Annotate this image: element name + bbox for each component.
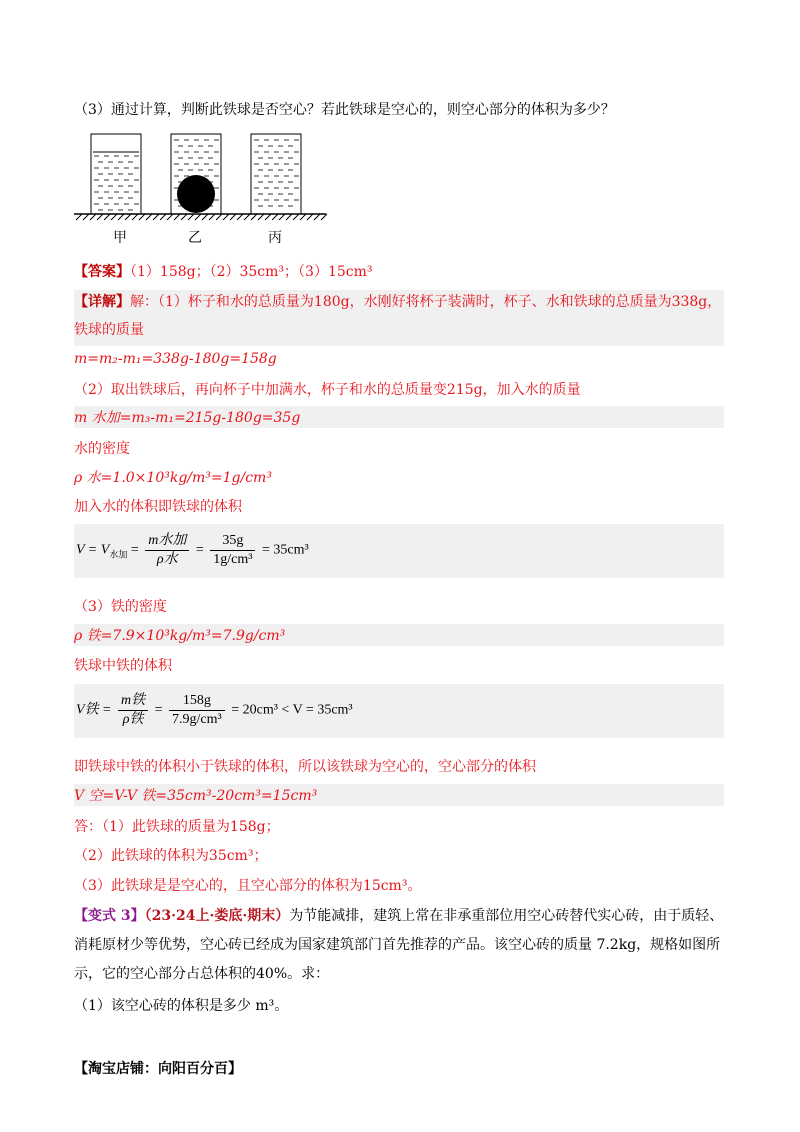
figure-label-jia: 甲 (113, 230, 127, 246)
equation-mass: m=m₂-m₁=338g-180g=158g (74, 351, 277, 367)
detail-line3: （2）取出铁球后，再向杯子中加满水，杯子和水的总质量变215g，加入水的质量 (74, 382, 581, 398)
equation-iron-density: ρ 铁=7.9×10³kg/m³=7.9g/cm³ (74, 628, 286, 644)
eq4-den: ρ水 (156, 552, 178, 567)
eq6-frac1 (118, 692, 148, 729)
eq6-den2: 7.9g/cm³ (172, 712, 222, 727)
eq4-frac2 (210, 532, 255, 569)
eq4-den2: 1g/cm³ (213, 552, 253, 567)
eq6-lhs: V铁 = (76, 702, 112, 718)
footer-shop: 【淘宝店铺：向阳百分百】 (74, 1061, 242, 1077)
detail-line1 (74, 292, 721, 312)
eq6-num2: 158g (169, 692, 225, 711)
conclusion-2: （2）此铁球的体积为35cm³； (74, 848, 268, 864)
answer-bracket: 【答案】 (74, 264, 130, 280)
conclusion-3: （3）此铁球是是空心的，且空心部分的体积为15cm³。 (74, 878, 422, 894)
answer-text: （1）158g；（2）35cm³；（3）15cm³ (130, 264, 373, 280)
detail-line4: 水的密度 (74, 441, 130, 457)
variant-source: （23·24上·娄底·期末） (144, 908, 290, 924)
variant-tag: 【变式 3】 (74, 908, 145, 924)
equation-hollow-volume: V 空=V-V 铁=35cm³-20cm³=15cm³ (74, 788, 318, 804)
eq4-lhs: V = V (76, 542, 110, 558)
eq4-rhs: = 35cm³ (261, 542, 309, 558)
beaker-jia (91, 134, 141, 214)
iron-ball (177, 175, 215, 213)
detail-line7: 铁球中铁的体积 (74, 658, 172, 674)
eq6-num: m铁 (118, 692, 148, 711)
eq6-rhs: = 20cm³ < V = 35cm³ (231, 702, 353, 718)
equation-iron-volume: V铁 = $\frac{\text{m铁}}{\text{ρ铁}}$ = $\frac{158g}{\text{7.9g/cm³}}$ = 20cm³ < V = 35cm³ (76, 693, 353, 727)
variant-line2: 消耗原材少等优势，空心砖已经成为国家建筑部门首先推荐的产品。该空心砖的质量 7.2kg，规格如图所 (74, 937, 721, 953)
conclusion-1: 答：（1）此铁球的质量为158g； (74, 819, 280, 835)
equation-water-mass: m 水加=m₃-m₁=215g-180g=35g (74, 410, 301, 426)
beaker-bing (251, 134, 301, 214)
question-part3: （3）通过计算，判断此铁球是否空心？若此铁球是空心的，则空心部分的体积为多少？ (74, 102, 615, 118)
detail-line8: 即铁球中铁的体积小于铁球的体积，所以该铁球为空心的，空心部分的体积 (74, 759, 536, 775)
answer-line (74, 262, 373, 282)
variant-text-1: 为节能减排，建筑上常在非承重部位用空心砖替代实心砖，由于质轻、 (289, 908, 724, 924)
detail-line2: 铁球的质量 (74, 322, 144, 338)
equation-water-density: ρ 水=1.0×10³kg/m³=1g/cm³ (74, 470, 272, 486)
detail-bracket: 【详解】 (74, 294, 130, 310)
eq6-frac2 (169, 692, 225, 729)
detail-line6: （3）铁的密度 (74, 599, 167, 615)
detail-text-1: 解：（1）杯子和水的总质量为180g，水刚好将杯子装满时，杯子、水和铁球的总质量为338g， (130, 294, 722, 310)
variant-line1 (74, 906, 723, 926)
eq4-sub: 水加 (109, 549, 128, 560)
eq6-den: ρ铁 (122, 712, 144, 727)
variant-line4: （1）该空心砖的体积是多少 m³。 (74, 998, 289, 1014)
detail-line5: 加入水的体积即铁球的体积 (74, 499, 242, 515)
equation-volume: $V = V_{水加}$ = $\frac{\text{m水加}}{\text{ρ水}}$ = $\frac{35g}{\text{1g/cm³}}$ = 35cm³ (76, 533, 309, 567)
figure-label-bing: 丙 (268, 230, 282, 246)
variant-line3: 示，它的空心部分占总体积的40%。求： (74, 966, 330, 982)
eq4-num: m水加 (145, 532, 189, 551)
eq4-num2: 35g (210, 532, 255, 551)
figure-label-yi: 乙 (188, 230, 202, 246)
eq4-frac1 (145, 532, 189, 569)
beaker-yi (171, 134, 221, 214)
